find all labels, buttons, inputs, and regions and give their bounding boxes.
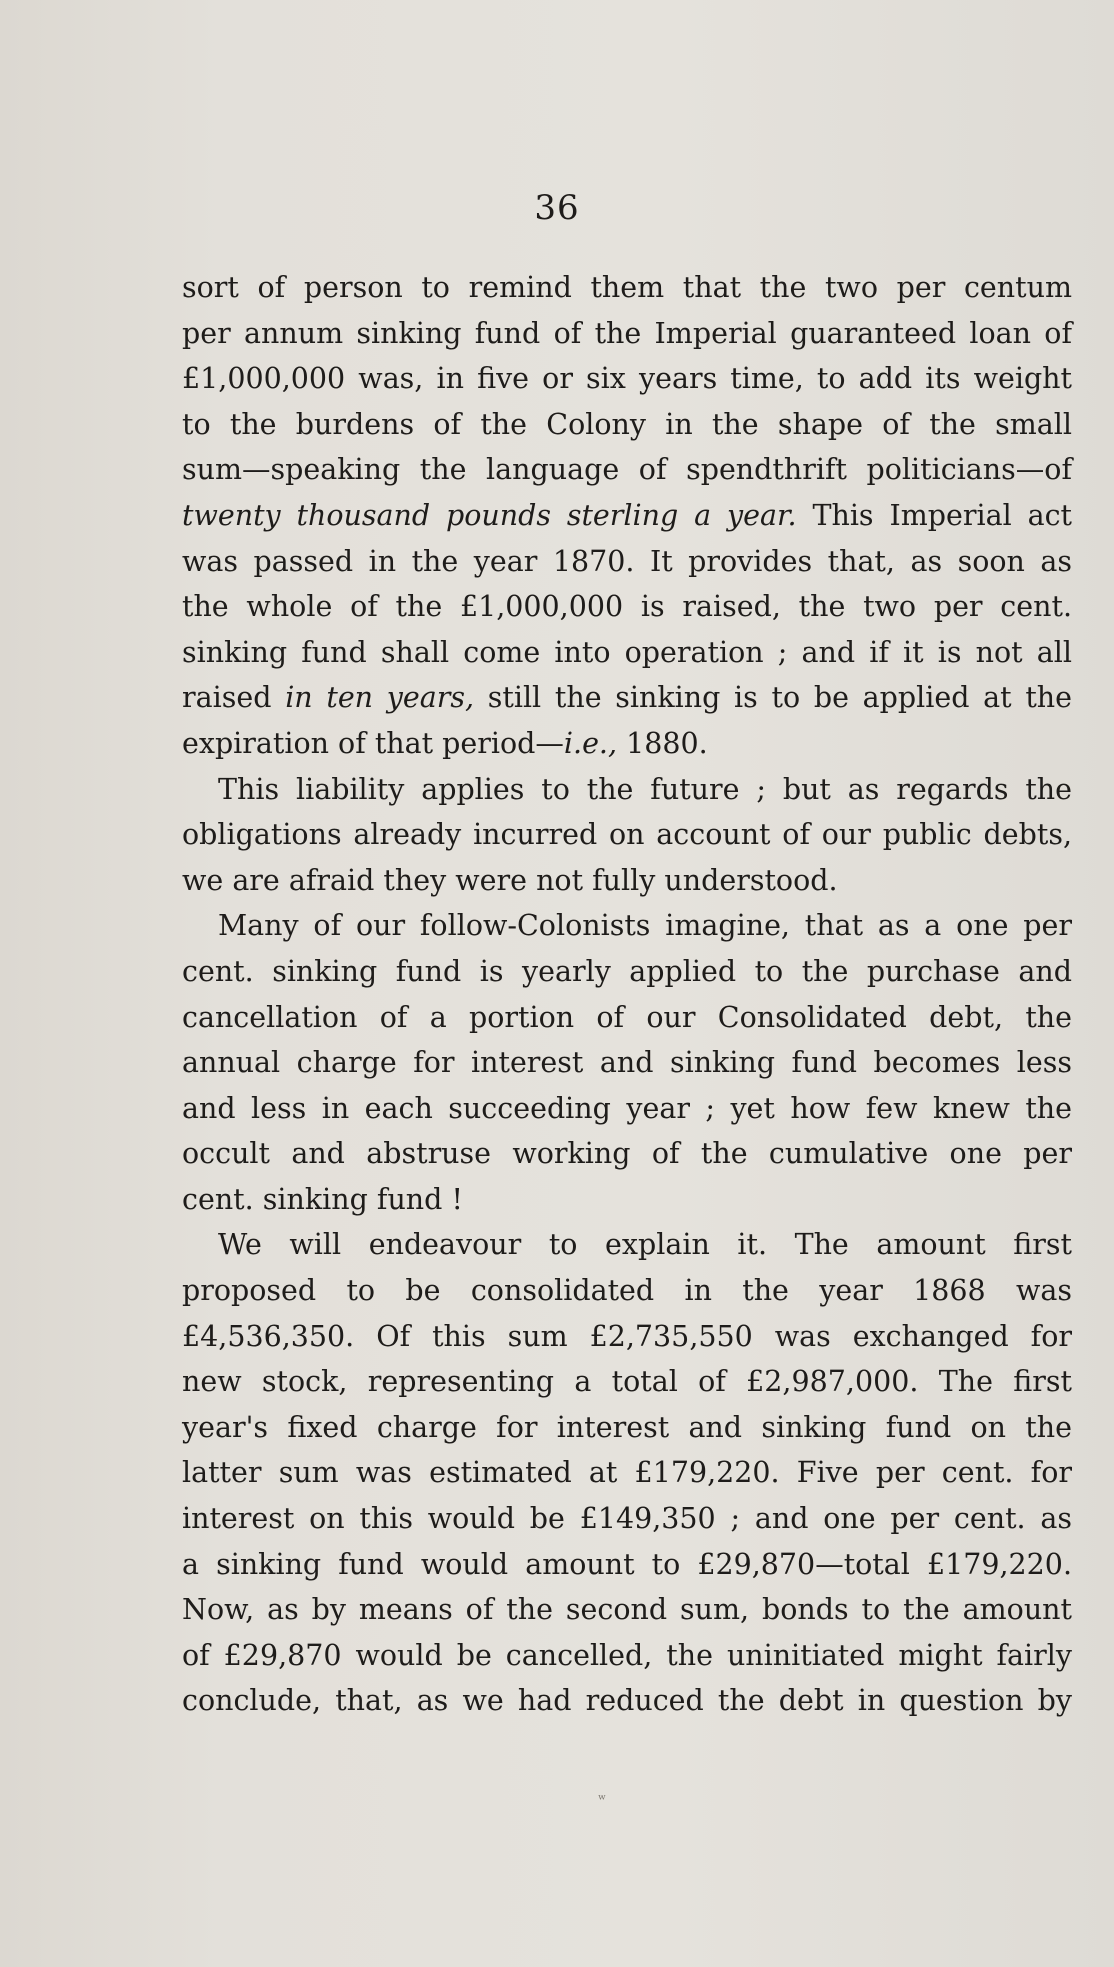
text-line [182, 447, 1072, 493]
text-run: cent. sinking fund is yearly applied to the purchase and [182, 954, 1072, 988]
text-line [182, 356, 1072, 402]
text-line [182, 1268, 1072, 1314]
text-line [182, 539, 1072, 585]
text-line [182, 1314, 1072, 1360]
text-run: obligations already incurred on account of our public debts, [182, 818, 1072, 852]
text-run: a sinking fund would amount to £29,870—total £179,220. [182, 1547, 1072, 1581]
text-line [182, 265, 1072, 311]
text-run: sum—speaking the language of spendthrift politicians—of [182, 453, 1072, 487]
text-run: expiration of that period— [182, 726, 564, 760]
text-line [182, 767, 1072, 813]
text-line [182, 1040, 1072, 1086]
page-number: 36 [534, 188, 580, 228]
text-line [182, 858, 1072, 904]
italic-phrase: twenty thousand pounds sterling a year. [182, 498, 797, 532]
printer-mark: ʷ [598, 1792, 607, 1808]
text-run: we are afraid they were not fully understood. [182, 863, 838, 897]
text-line [182, 903, 1072, 949]
text-run: raised [182, 681, 272, 715]
text-run: proposed to be consolidated in the year 1868 was [182, 1274, 1072, 1308]
text-line [182, 949, 1072, 995]
text-line [182, 1496, 1072, 1542]
text-line [182, 1222, 1072, 1268]
text-run: of £29,870 would be cancelled, the uninitiated might fairly [182, 1638, 1072, 1672]
body-text [182, 265, 1072, 1724]
text-run: per annum sinking fund of the Imperial guaranteed loan of [182, 316, 1072, 350]
text-run: and less in each succeeding year ; yet how few knew the [182, 1091, 1072, 1125]
text-run: sinking fund shall come into operation ; and if it is not all [182, 635, 1072, 669]
text-run: latter sum was estimated at £179,220. Five per cent. for [182, 1456, 1072, 1490]
text-run: annual charge for interest and sinking fund becomes less [182, 1046, 1072, 1080]
text-run: occult and abstruse working of the cumulative one per [182, 1137, 1072, 1171]
text-run: new stock, representing a total of £2,987,000. The first [182, 1365, 1072, 1399]
text-line [182, 812, 1072, 858]
text-run: £4,536,350. Of this sum £2,735,550 was exchanged for [182, 1319, 1072, 1353]
text-run: £1,000,000 was, in five or six years time, to add its weight [182, 362, 1072, 396]
text-line [182, 630, 1072, 676]
text-line [182, 721, 1072, 767]
text-line [182, 1542, 1072, 1588]
text-line [182, 1633, 1072, 1679]
italic-phrase: in ten years, [285, 681, 475, 715]
text-line [182, 1587, 1072, 1633]
text-line [182, 402, 1072, 448]
text-line [182, 1450, 1072, 1496]
text-line [182, 1678, 1072, 1724]
text-line [182, 1131, 1072, 1177]
text-line [182, 995, 1072, 1041]
italic-phrase: i.e., [563, 726, 618, 760]
text-line [182, 1359, 1072, 1405]
text-run: sort of person to remind them that the two per centum [182, 271, 1072, 304]
text-line [182, 584, 1072, 630]
text-run: This Imperial act [812, 498, 1073, 532]
text-run: cancellation of a portion of our Consolidated debt, the [182, 1000, 1072, 1034]
text-line [182, 493, 1072, 539]
text-run: Many of our follow-Colonists imagine, that as a one per [218, 909, 1072, 943]
text-run: interest on this would be £149,350 ; and one per cent. as [182, 1502, 1072, 1536]
text-run: conclude, that, as we had reduced the debt in question by [182, 1684, 1072, 1718]
text-run: We will endeavour to explain it. The amount first [218, 1228, 1072, 1262]
text-run: This liability applies to the future ; but as regards the [218, 772, 1072, 806]
text-line [182, 311, 1072, 357]
text-line [182, 1177, 1072, 1223]
text-run: to the burdens of the Colony in the shape of the small [182, 407, 1072, 441]
text-line [182, 1405, 1072, 1451]
text-run: year's fixed charge for interest and sinking fund on the [182, 1410, 1072, 1444]
text-line [182, 1086, 1072, 1132]
text-run: Now, as by means of the second sum, bonds to the amount [182, 1593, 1072, 1627]
text-run: was passed in the year 1870. It provides that, as soon as [182, 544, 1072, 578]
text-run: 1880. [626, 726, 708, 760]
text-line [182, 675, 1072, 721]
text-run: the whole of the £1,000,000 is raised, the two per cent. [182, 590, 1072, 624]
text-run: cent. sinking fund ! [182, 1182, 463, 1216]
text-run: still the sinking is to be applied at the [487, 681, 1073, 715]
